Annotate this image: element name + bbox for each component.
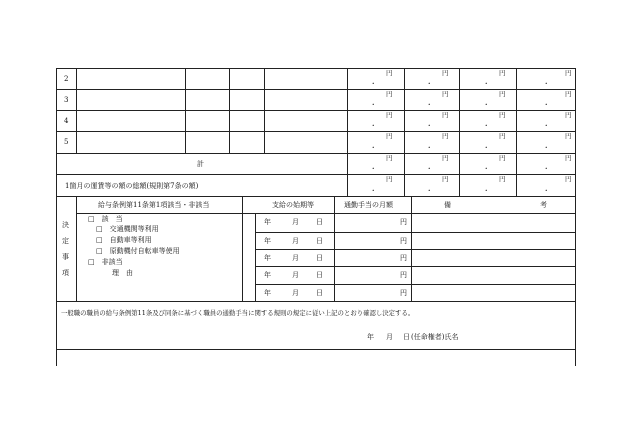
yen-mark: 円: [499, 111, 506, 119]
decision-side-label: 決: [62, 221, 69, 229]
day-label: 日: [316, 289, 323, 297]
signatory-label: (任命権者)氏名: [411, 333, 459, 341]
decimal-mark: .: [485, 119, 488, 128]
yen-mark: 円: [442, 69, 449, 77]
monthly-total-label: 1箇月の運賃等の額の総額(規則第7条の額): [65, 182, 199, 190]
yen-mark: 円: [499, 175, 506, 183]
decimal-mark: .: [545, 77, 548, 86]
yen-mark: 円: [565, 175, 572, 183]
yen-mark: 円: [499, 69, 506, 77]
day-label: 日: [316, 237, 323, 245]
sign-year: 年: [367, 333, 374, 341]
yen-mark: 円: [386, 111, 393, 119]
yen-mark: 円: [442, 154, 449, 162]
decimal-mark: .: [545, 162, 548, 171]
year-label: 年: [264, 254, 271, 262]
applicability-header: 給与条例第11条第1項該当・非該当: [98, 201, 210, 209]
decimal-mark: .: [372, 98, 375, 107]
month-label: 月: [292, 218, 299, 226]
option-transport-checkbox[interactable]: □ 交通機関等利用: [96, 225, 159, 233]
year-label: 年: [264, 271, 271, 279]
yen-label: 円: [400, 237, 407, 245]
yen-label: 円: [400, 254, 407, 262]
year-label: 年: [264, 218, 271, 226]
yen-mark: 円: [499, 132, 506, 140]
yen-mark: 円: [565, 69, 572, 77]
decision-side-label: 項: [62, 269, 69, 277]
monthly-amount-header: 通勤手当の月額: [344, 201, 393, 209]
month-label: 月: [292, 271, 299, 279]
decimal-mark: .: [428, 77, 431, 86]
row-number: 5: [64, 138, 69, 146]
row-number: 2: [64, 75, 69, 83]
sign-month: 月: [386, 333, 393, 341]
decimal-mark: .: [372, 162, 375, 171]
row-number: 4: [64, 117, 69, 125]
reason-label: 理 由: [112, 269, 133, 277]
decimal-mark: .: [545, 98, 548, 107]
decimal-mark: .: [372, 184, 375, 193]
decimal-mark: .: [428, 98, 431, 107]
day-label: 日: [316, 271, 323, 279]
yen-mark: 円: [499, 90, 506, 98]
year-label: 年: [264, 289, 271, 297]
decimal-mark: .: [485, 98, 488, 107]
decimal-mark: .: [372, 119, 375, 128]
decimal-mark: .: [428, 162, 431, 171]
day-label: 日: [316, 254, 323, 262]
decimal-mark: .: [485, 141, 488, 150]
sign-day: 日: [403, 333, 410, 341]
year-label: 年: [264, 237, 271, 245]
decision-statement: 一般職の職員の給与条例第11条及び同条に基づく職員の通勤手当に関する規則の規定に従い上記のとおり確認し決定する。: [61, 309, 415, 317]
decimal-mark: .: [485, 162, 488, 171]
yen-mark: 円: [386, 90, 393, 98]
not-applicable-checkbox[interactable]: □ 非該当: [88, 258, 123, 266]
start-date-header: 支給の始期等: [272, 201, 314, 209]
decision-side-label: 事: [62, 253, 69, 261]
yen-mark: 円: [386, 132, 393, 140]
option-car-checkbox[interactable]: □ 自動車等利用: [96, 236, 152, 244]
decision-side-label: 定: [62, 237, 69, 245]
day-label: 日: [316, 218, 323, 226]
decimal-mark: .: [545, 119, 548, 128]
option-moped-checkbox[interactable]: □ 原動機付自転車等使用: [96, 247, 180, 255]
decimal-mark: .: [372, 77, 375, 86]
yen-label: 円: [400, 289, 407, 297]
yen-mark: 円: [565, 111, 572, 119]
month-label: 月: [292, 237, 299, 245]
decimal-mark: .: [485, 77, 488, 86]
applicable-checkbox[interactable]: □ 該 当: [88, 215, 123, 223]
yen-mark: 円: [386, 175, 393, 183]
decimal-mark: .: [545, 141, 548, 150]
decimal-mark: .: [372, 141, 375, 150]
decimal-mark: .: [428, 141, 431, 150]
total-label: 計: [197, 160, 204, 168]
yen-mark: 円: [499, 154, 506, 162]
yen-mark: 円: [442, 175, 449, 183]
month-label: 月: [292, 289, 299, 297]
yen-mark: 円: [565, 132, 572, 140]
yen-mark: 円: [386, 154, 393, 162]
yen-mark: 円: [565, 90, 572, 98]
row-number: 3: [64, 96, 69, 104]
yen-mark: 円: [386, 69, 393, 77]
yen-mark: 円: [565, 154, 572, 162]
decimal-mark: .: [428, 184, 431, 193]
decimal-mark: .: [428, 119, 431, 128]
decimal-mark: .: [485, 184, 488, 193]
yen-mark: 円: [442, 90, 449, 98]
yen-label: 円: [400, 218, 407, 226]
yen-mark: 円: [442, 111, 449, 119]
yen-mark: 円: [442, 132, 449, 140]
decimal-mark: .: [545, 184, 548, 193]
remarks-header: 考: [540, 201, 547, 209]
month-label: 月: [292, 254, 299, 262]
remarks-header: 備: [444, 201, 451, 209]
yen-label: 円: [400, 271, 407, 279]
